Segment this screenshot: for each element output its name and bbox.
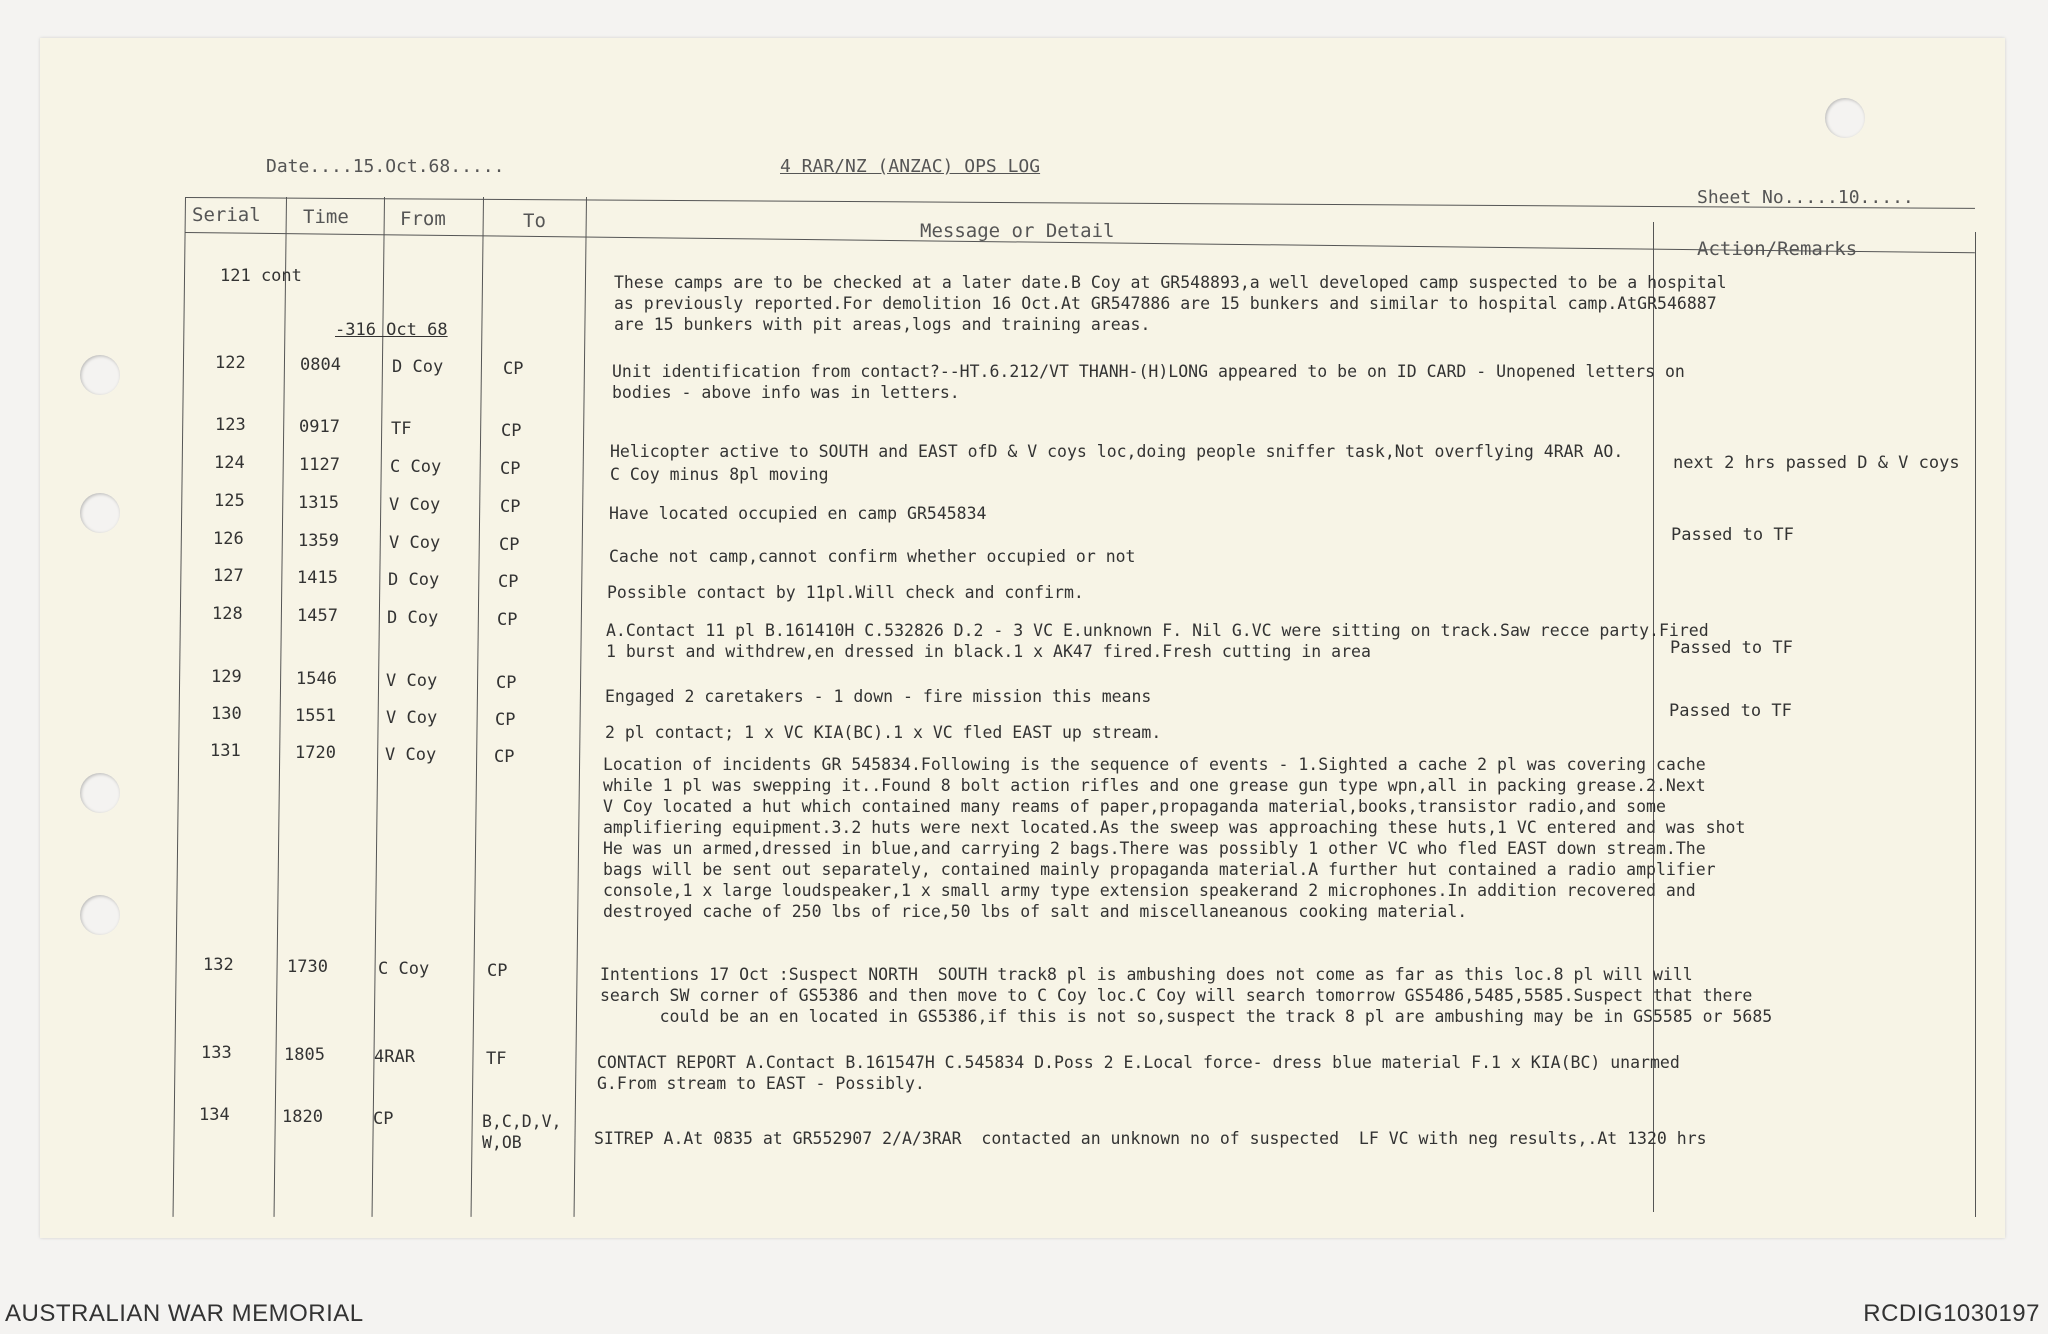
row-action: Passed to TF — [1669, 701, 1792, 721]
row-serial: 122 — [215, 353, 246, 373]
row-to: CP — [499, 535, 520, 555]
row-message: Cache not camp,cannot confirm whether occupied or not — [609, 547, 1136, 566]
row-serial: 132 — [203, 955, 234, 975]
row-serial: 134 — [199, 1105, 230, 1125]
row-serial: 121 cont — [220, 266, 302, 286]
row-message: These camps are to be checked at a later date.B Coy at GR548893,a well developed camp suspected to be a hospital as previously reported.For demolition 16 Oct.At GR547886 are 15 bunkers and similar to hospital camp.AtGR546887 are 15 bunkers with pit areas,logs and training areas. — [614, 273, 1727, 334]
row-from: V Coy — [385, 745, 437, 765]
row-to: CP — [497, 610, 518, 630]
column-header-from: From — [400, 208, 446, 230]
row-from: CP — [373, 1109, 394, 1129]
row-from: D Coy — [387, 608, 439, 628]
row-to: CP — [495, 710, 516, 730]
row-time: 1359 — [298, 531, 339, 551]
row-from: 4RAR — [374, 1047, 415, 1067]
row-message: Engaged 2 caretakers - 1 down - fire mission this means — [605, 687, 1152, 706]
row-to: CP — [496, 673, 517, 693]
row-from: D Coy — [388, 570, 440, 590]
punch-hole — [80, 773, 120, 813]
punch-hole — [80, 493, 120, 533]
row-from: V Coy — [389, 495, 441, 515]
row-to: B,C,D,V, W,OB — [482, 1112, 562, 1152]
row-from: V Coy — [389, 533, 441, 553]
row-to: CP — [503, 359, 524, 379]
table-right-border — [1975, 232, 1976, 1217]
row-to: CP — [500, 459, 521, 479]
row-to: CP — [494, 747, 515, 767]
sheet-number: Sheet No.....10..... — [1697, 187, 1914, 208]
row-time: 1551 — [295, 706, 336, 726]
row-from: V Coy — [386, 671, 438, 691]
row-serial: 129 — [211, 667, 242, 687]
row-from: C Coy — [378, 959, 430, 979]
row-message: Unit identification from contact?--HT.6.212/VT THANH-(H)LONG appeared to be on ID CARD - Unopened letters on bodies - above info was in letters. — [612, 362, 1685, 402]
log-date: Date....15.Oct.68..... — [266, 156, 505, 177]
row-message: 2 pl contact; 1 x VC KIA(BC).1 x VC fled EAST up stream. — [605, 723, 1162, 742]
row-to: CP — [500, 497, 521, 517]
page-title: 4 RAR/NZ (ANZAC) OPS LOG — [780, 156, 1041, 177]
row-message: Helicopter active to SOUTH and EAST ofD & V coys loc,doing people sniffer task,Not overflying 4RAR AO. — [610, 442, 1624, 461]
row-message: Location of incidents GR 545834.Following is the sequence of events - 1.Sighted a cache 2 pl was covering cache while 1 pl was swepping it..Found 8 bolt action rifles and one grease gun type wpn,all in packing grease.2.Next V Coy located a hut which contained many reams of paper,propaganda material,books,transistor radio,and some amplifiering equipment.3.2 huts were next located.As the sweep was approaching these huts,1 VC entered and was shot He was un armed,dressed in blue,and carrying 2 bags.There was possibly 1 other VC who fled EAST down stream.The bags will be sent out separately, contained mainly propaganda material.A further hut contained a radio amplifier console,1 x large loudspeaker,1 x small army type extension speakerand 2 microphones.In addition recovered and destroyed cache of 250 lbs of rice,50 lbs of salt and miscellaneanous cooking material. — [603, 755, 1746, 921]
row-serial: 127 — [213, 566, 244, 586]
row-action: next 2 hrs passed D & V coys — [1673, 453, 1960, 473]
date-marker: -316 Oct 68 — [335, 320, 448, 340]
row-serial: 126 — [213, 529, 244, 549]
row-message: Intentions 17 Oct :Suspect NORTH SOUTH track8 pl is ambushing does not come as far as this loc.8 pl will will search SW corner of GS5386 and then move to C Coy loc.C Coy will search tomorrow GS5486,5485,5585.Suspect that there could be an en located in GS5386,if this is not so,suspect the track 8 pl are ambushing may be in GS5585 or 5685 — [600, 965, 1773, 1026]
footer-record-id: RCDIG1030197 — [1863, 1300, 2040, 1327]
row-time: 1820 — [282, 1107, 323, 1127]
row-action: Passed to TF — [1670, 638, 1793, 658]
column-header-serial: Serial — [192, 204, 261, 226]
row-message: Possible contact by 11pl.Will check and confirm. — [607, 583, 1084, 602]
column-header-time: Time — [303, 206, 349, 228]
row-to: CP — [487, 961, 508, 981]
punch-hole — [1825, 98, 1865, 138]
row-from: D Coy — [392, 357, 444, 377]
row-serial: 124 — [214, 453, 245, 473]
row-to: CP — [501, 421, 522, 441]
row-time: 0917 — [299, 417, 340, 437]
row-message: Have located occupied en camp GR545834 — [609, 504, 987, 523]
punch-hole — [80, 895, 120, 935]
row-message: SITREP A.At 0835 at GR552907 2/A/3RAR contacted an unknown no of suspected LF VC with neg results,.At 1320 hrs — [594, 1129, 1707, 1148]
row-time: 1127 — [299, 455, 340, 475]
row-time: 1805 — [284, 1045, 325, 1065]
column-header-to: To — [523, 210, 546, 232]
row-time: 1730 — [287, 957, 328, 977]
row-time: 1415 — [297, 568, 338, 588]
row-time: 1315 — [298, 493, 339, 513]
punch-hole — [80, 355, 120, 395]
row-serial: 125 — [214, 491, 245, 511]
row-serial: 130 — [211, 704, 242, 724]
row-to: TF — [486, 1049, 507, 1069]
row-to: CP — [498, 572, 519, 592]
row-from: TF — [391, 419, 412, 439]
row-time: 0804 — [300, 355, 341, 375]
row-message: A.Contact 11 pl B.161410H C.532826 D.2 - 3 VC E.unknown F. Nil G.VC were sitting on track.Saw recce party.Fired 1 burst and withdrew,en dressed in black.1 x AK47 fired.Fresh cutting in area — [606, 621, 1709, 661]
row-serial: 128 — [212, 604, 243, 624]
row-from: C Coy — [390, 457, 442, 477]
column-header-message: Message or Detail — [920, 220, 1115, 242]
column-header-action: Action/Remarks — [1697, 238, 1858, 260]
row-serial: 123 — [215, 415, 246, 435]
row-serial: 131 — [210, 741, 241, 761]
row-message: CONTACT REPORT A.Contact B.161547H C.545834 D.Poss 2 E.Local force- dress blue material F.1 x KIA(BC) unarmed G.From stream to EAST - Possibly. — [597, 1053, 1680, 1093]
row-time: 1457 — [297, 606, 338, 626]
row-from: V Coy — [386, 708, 438, 728]
row-message: C Coy minus 8pl moving — [610, 465, 829, 484]
row-serial: 133 — [201, 1043, 232, 1063]
row-action: Passed to TF — [1671, 525, 1794, 545]
row-time: 1546 — [296, 669, 337, 689]
row-time: 1720 — [295, 743, 336, 763]
footer-credit: AUSTRALIAN WAR MEMORIAL — [5, 1300, 364, 1327]
